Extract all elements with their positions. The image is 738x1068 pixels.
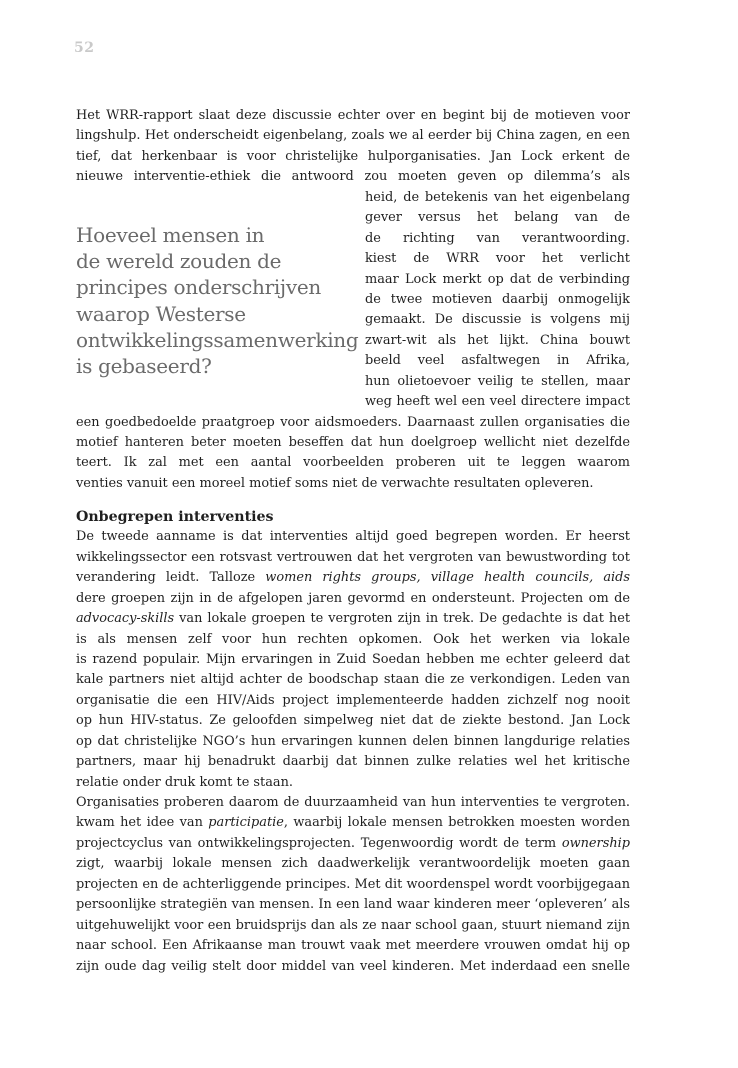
italic-text: participatie [208, 815, 284, 831]
text-line: is als mensen zelf voor hun rechten opkomen. Ook het werken via lokale [76, 631, 630, 647]
text-line: hun olietoevoer veilig te stellen, maar [365, 373, 630, 389]
text-run: projectcyclus van ontwikkelingsprojecten. Tegenwoordig wordt de term [76, 835, 562, 851]
section-heading: Onbegrepen interventies [76, 509, 274, 526]
text-run: dere groepen zijn in de afgelopen jaren gevormd en ondersteunt. Projecten om de [76, 590, 630, 606]
text-run: verandering leidt. Talloze [76, 570, 266, 586]
text-line: op hun HIV-status. Ze geloofden simpelweg niet dat de ziekte bestond. Jan Lock [76, 713, 630, 729]
text-line: Het WRR-rapport slaat deze discussie echter over en begint bij de motieven voor [76, 108, 630, 123]
italic-text: ownership [561, 835, 630, 851]
text-line: gever versus het belang van de [365, 210, 630, 226]
pull-quote-line: waarop Westerse [76, 301, 246, 326]
text-line: uitgehuwelijkt voor een bruidsprijs dan als ze naar school gaan, stuurt niemand zijn [76, 917, 630, 933]
text-line: wikkelingssector een rotsvast vertrouwen dat het vergroten van bewustwording tot [76, 549, 630, 565]
text-line: tief, dat herkenbaar is voor christelijke hulporganisaties. Jan Lock erkent de [76, 148, 630, 164]
body-text [76, 106, 630, 977]
text-line: op dat christelijke NGO’s hun ervaringen kunnen delen binnen langdurige relaties [76, 733, 630, 749]
text-line [76, 589, 630, 609]
text-line: kiest de WRR voor het verlicht [365, 251, 630, 267]
text-line: motief hanteren beter moeten beseffen dat hun doelgroep wellicht niet dezelfde [76, 435, 630, 450]
text-line [76, 834, 630, 854]
page-number: 52 [74, 40, 95, 56]
text-line: naar school. Een Afrikaanse man trouwt vaak met meerdere vrouwen omdat hij op [76, 938, 630, 954]
text-line: weg heeft wel een veel directere impact [365, 394, 630, 410]
text-line: persoonlijke strategiën van mensen. In een land waar kinderen meer ‘opleveren’ als [76, 897, 630, 913]
text-line: zigt, waarbij lokale mensen zich daadwerkelijk verantwoordelijk moeten gaan [76, 856, 630, 872]
italic-text: advocacy-skills [76, 611, 175, 627]
pull-quote-line: Hoeveel mensen in [76, 223, 265, 247]
text-line: een goedbedoelde praatgroep voor aidsmoeders. Daarnaast zullen organisaties die [76, 414, 630, 430]
text-line: kale partners niet altijd achter de boodschap staan die ze verkondigen. Leden van [76, 672, 630, 688]
text-line: lingshulp. Het onderscheidt eigenbelang, zoals we al eerder bij China zagen, en een [76, 128, 630, 144]
text-line: maar Lock merkt op dat de verbinding [365, 271, 630, 287]
text-line: beeld veel asfaltwegen in Afrika, [365, 353, 630, 369]
text-line: projecten en de achterliggende principes. Met dit woordenspel wordt voorbijgegaan [76, 876, 630, 892]
text-line: organisatie die een HIV/Aids project implementeerde hadden zichzelf nog nooit [76, 692, 630, 708]
text-line: venties vanuit een moreel motief soms niet de verwachte resultaten opleveren. [76, 475, 594, 491]
pull-quote-line: principes onderschrijven [76, 275, 321, 300]
text-line: is razend populair. Mijn ervaringen in Zuid Soedan hebben me echter geleerd dat [76, 651, 630, 667]
text-line: de richting van verantwoording. [365, 230, 630, 246]
text-line: zijn oude dag veilig stelt door middel van veel kinderen. Met inderdaad een snelle [76, 958, 630, 974]
italic-text: women rights groups, village health councils, aids [265, 570, 630, 586]
text-run: van lokale groepen te vergroten zijn in trek. De gedachte is dat het [179, 611, 630, 627]
text-line: Organisaties proberen daarom de duurzaamheid van hun interventies te vergroten. [76, 795, 630, 810]
text-line: De tweede aanname is dat interventies altijd goed begrepen worden. Er heerst [76, 529, 630, 545]
text-line: gemaakt. De discussie is volgens mij [365, 312, 630, 328]
pull-quote-line: de wereld zouden de [76, 249, 282, 274]
text-run: , waarbij lokale mensen betrokken moesten worden [283, 815, 630, 831]
text-line [76, 609, 630, 629]
pull-quote-line: is gebaseerd? [76, 354, 212, 379]
text-line: zwart-wit als het lijkt. China bouwt [365, 332, 630, 348]
text-run: kwam het idee van [76, 815, 209, 831]
text-line: partners, maar hij benadrukt daarbij dat binnen zulke relaties wel het kritische [76, 754, 630, 770]
text-line: relatie onder druk komt te staan. [76, 774, 294, 790]
text-line [76, 813, 630, 833]
text-line: nieuwe interventie-ethiek die antwoord zou moeten geven op dilemma’s als [76, 169, 630, 185]
text-line: heid, de betekenis van het eigenbelang [365, 189, 630, 205]
text-line: de twee motieven daarbij onmogelijk [365, 291, 630, 307]
text-line: teert. Ik zal met een aantal voorbeelden proberen uit te leggen waarom [76, 455, 630, 471]
text-line [76, 568, 630, 588]
pull-quote-line: ontwikkelingssamenwerking [76, 327, 359, 352]
